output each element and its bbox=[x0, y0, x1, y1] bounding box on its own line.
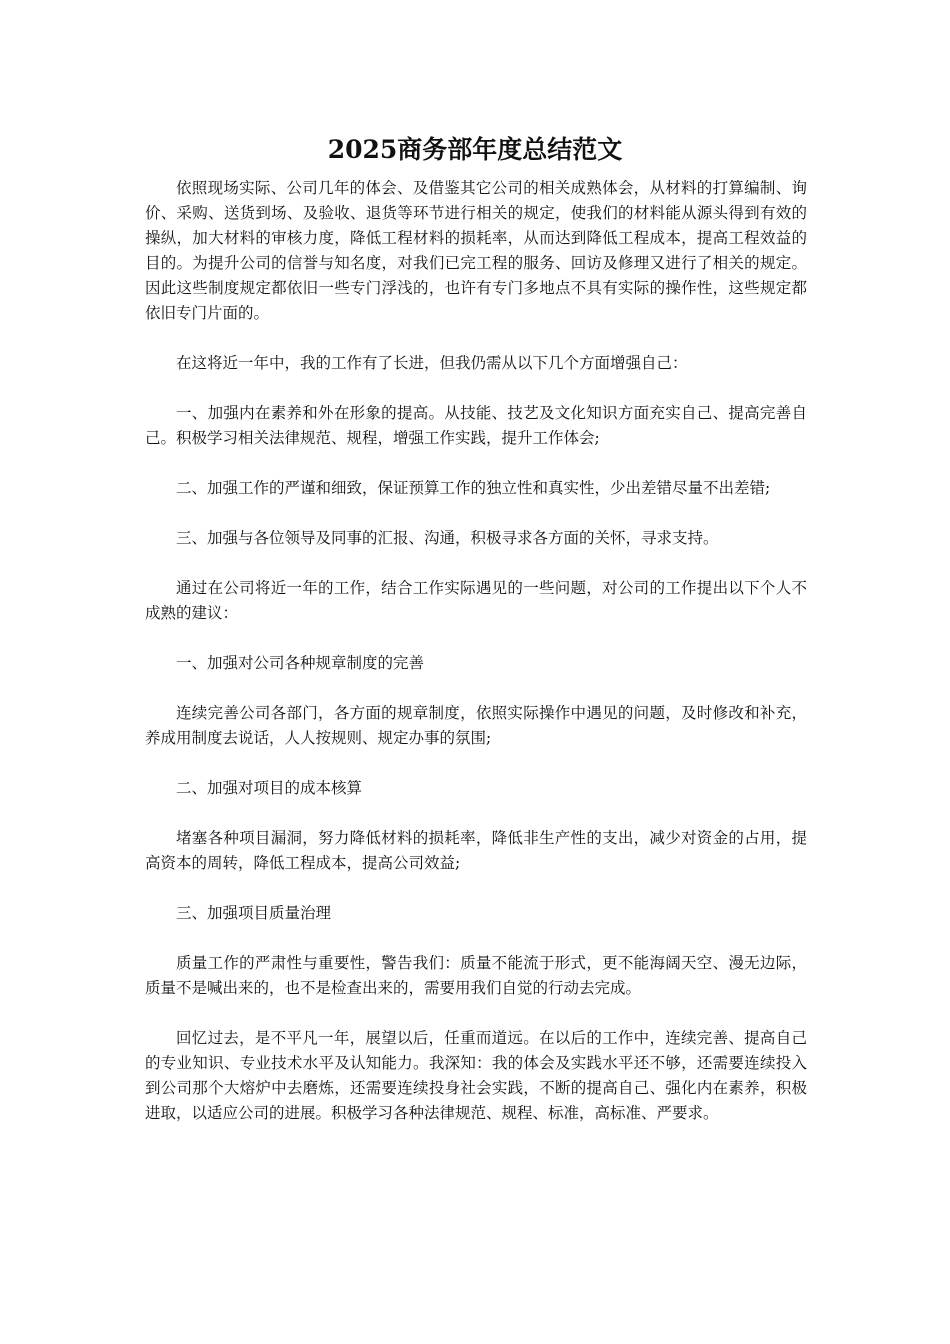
paragraph-suggestion-2: 堵塞各种项目漏洞，努力降低材料的损耗率，降低非生产性的支出，减少对资金的占用，提高资本的周转，降低工程成本，提高公司效益; bbox=[145, 829, 807, 872]
paragraph-suggestions-lead: 通过在公司将近一年的工作，结合工作实际遇见的一些问题，对公司的工作提出以下个人不成熟的建议： bbox=[145, 579, 807, 622]
paragraph-intro: 依照现场实际、公司几年的体会、及借鉴其它公司的相关成熟体会，从材料的打算编制、询价、采购、送货到场、及验收、退货等环节进行相关的规定，使我们的材料能从源头得到有效的操纵，加大材料的审核力度，降低工程材料的损耗率，从而达到降低工程成本，提高工程效益的目的。为提升公司的信誉与知名度，对我们已完工程的服务、回访及修理又进行了相关的规定。因此这些制度规定都依旧一些专门浮浅的，也许有专门多地点不具有实际的操作性，这些规定都依旧专门片面的。 bbox=[145, 179, 807, 322]
paragraph-improvement-2: 二、加强工作的严谨和细致，保证预算工作的独立性和真实性，少出差错尽量不出差错; bbox=[176, 479, 771, 497]
document-body bbox=[145, 176, 807, 1151]
paragraph-conclusion: 回忆过去，是不平凡一年，展望以后，任重而道远。在以后的工作中，连续完善、提高自己的专业知识、专业技术水平及认知能力。我深知：我的体会及实践水平还不够，还需要连续投入到公司那个大熔炉中去磨炼，还需要连续投身社会实践，不断的提高自己、强化内在素养，积极进取，以适应公司的进展。积极学习各种法律规范、规程、标准，高标准、严要求。 bbox=[145, 1029, 807, 1122]
paragraph-improvement-3: 三、加强与各位领导及同事的汇报、沟通，积极寻求各方面的关怀，寻求支持。 bbox=[176, 529, 719, 547]
document-title: 2025商务部年度总结范文 bbox=[327, 135, 623, 164]
paragraph-suggestion-3: 质量工作的严肃性与重要性，警告我们：质量不能流于形式，更不能海阔天空、漫无边际，质量不是喊出来的，也不是检查出来的，需要用我们自觉的行动去完成。 bbox=[145, 954, 807, 997]
heading-suggestion-3: 三、加强项目质量治理 bbox=[176, 904, 332, 922]
paragraph-suggestion-1: 连续完善公司各部门，各方面的规章制度，依照实际操作中遇见的问题，及时修改和补充，养成用制度去说话，人人按规则、规定办事的氛围; bbox=[145, 704, 807, 747]
paragraph-improvement-1: 一、加强内在素养和外在形象的提高。从技能、技艺及文化知识方面充实自己、提高完善自己。积极学习相关法律规范、规程，增强工作实践，提升工作体会; bbox=[145, 404, 807, 447]
heading-suggestion-2: 二、加强对项目的成本核算 bbox=[176, 779, 363, 797]
paragraph-self-improvement-lead: 在这将近一年中，我的工作有了长进，但我仍需从以下几个方面增强自己： bbox=[176, 354, 688, 372]
heading-suggestion-1: 一、加强对公司各种规章制度的完善 bbox=[176, 654, 425, 672]
